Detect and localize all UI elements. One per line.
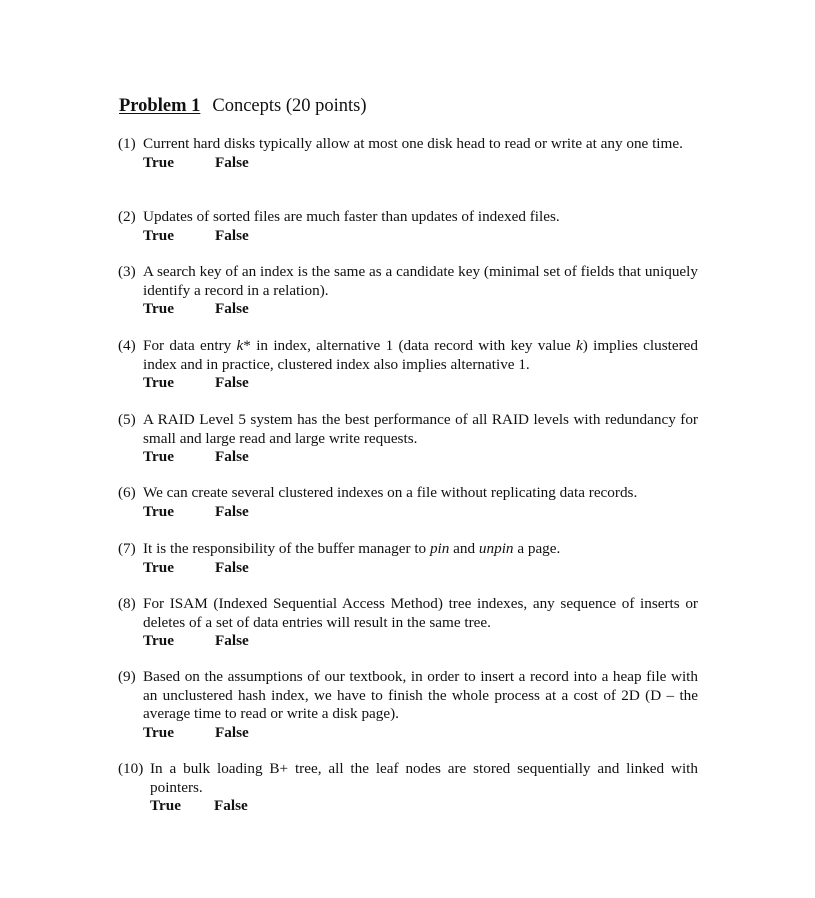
answer-choices bbox=[143, 448, 698, 467]
question-1 bbox=[118, 135, 698, 172]
question-number: (5) bbox=[118, 411, 136, 428]
answer-choices bbox=[143, 559, 698, 578]
question-text: In a bulk loading B+ tree, all the leaf nodes are stored sequentially and linked with pointers. bbox=[150, 760, 698, 796]
true-option[interactable]: True bbox=[143, 226, 174, 244]
question-text: Updates of sorted files are much faster than updates of indexed files. bbox=[143, 208, 560, 225]
question-10 bbox=[118, 760, 698, 816]
question-9 bbox=[118, 668, 698, 742]
false-option[interactable]: False bbox=[215, 300, 249, 317]
question-4 bbox=[118, 337, 698, 393]
question-text: Current hard disks typically allow at most one disk head to read or write at any one time. bbox=[143, 135, 683, 152]
false-option[interactable]: False bbox=[215, 226, 249, 244]
answer-choices bbox=[143, 503, 698, 522]
question-number: (4) bbox=[118, 337, 136, 354]
true-option[interactable]: True bbox=[143, 448, 174, 465]
question-number: (1) bbox=[118, 135, 136, 152]
question-6 bbox=[118, 484, 698, 521]
question-2 bbox=[118, 208, 698, 245]
false-option[interactable]: False bbox=[215, 374, 249, 391]
true-option[interactable]: True bbox=[143, 502, 174, 520]
answer-choices bbox=[143, 227, 698, 246]
question-text: We can create several clustered indexes on a file without replicating data records. bbox=[143, 484, 638, 501]
question-number: (9) bbox=[118, 668, 136, 685]
answer-choices bbox=[143, 300, 698, 319]
false-option[interactable]: False bbox=[215, 502, 249, 520]
answer-choices bbox=[150, 797, 698, 816]
answer-choices bbox=[143, 632, 698, 651]
question-number: (8) bbox=[118, 595, 136, 612]
false-option[interactable]: False bbox=[215, 448, 249, 465]
concepts-label: Concepts (20 points) bbox=[212, 96, 367, 116]
true-option[interactable]: True bbox=[143, 300, 174, 317]
false-option[interactable]: False bbox=[215, 153, 249, 171]
question-text: It is the responsibility of the buffer manager to pin and unpin a page. bbox=[143, 540, 561, 557]
question-number: (7) bbox=[118, 540, 136, 557]
problem-heading bbox=[119, 94, 367, 118]
true-option[interactable]: True bbox=[143, 632, 174, 649]
false-option[interactable]: False bbox=[215, 558, 249, 576]
question-number: (3) bbox=[118, 263, 136, 280]
true-option[interactable]: True bbox=[143, 558, 174, 576]
question-number: (2) bbox=[118, 208, 136, 225]
false-option[interactable]: False bbox=[215, 723, 249, 741]
true-option[interactable]: True bbox=[143, 153, 174, 171]
question-number: (10) bbox=[118, 760, 144, 777]
question-5 bbox=[118, 411, 698, 467]
question-3 bbox=[118, 263, 698, 319]
true-option[interactable]: True bbox=[143, 723, 174, 741]
question-number: (6) bbox=[118, 484, 136, 501]
true-option[interactable]: True bbox=[150, 797, 181, 814]
question-7 bbox=[118, 540, 698, 577]
question-text: A RAID Level 5 system has the best performance of all RAID levels with redundancy for small and large read and large write requests. bbox=[143, 411, 698, 447]
answer-choices bbox=[143, 374, 698, 393]
false-option[interactable]: False bbox=[214, 797, 248, 814]
question-text: A search key of an index is the same as a candidate key (minimal set of fields that uniquely identify a record in a relation). bbox=[143, 263, 698, 299]
true-option[interactable]: True bbox=[143, 374, 174, 391]
question-text: For data entry k* in index, alternative 1 (data record with key value k) implies clustered index and in practice, clustered index also implies alternative 1. bbox=[143, 337, 698, 373]
problem-label: Problem 1 bbox=[119, 96, 201, 116]
question-text: For ISAM (Indexed Sequential Access Method) tree indexes, any sequence of inserts or deletes of a set of data entries will result in the same tree. bbox=[143, 595, 698, 631]
false-option[interactable]: False bbox=[215, 632, 249, 649]
question-text: Based on the assumptions of our textbook, in order to insert a record into a heap file with an unclustered hash index, we have to finish the whole process at a cost of 2D (D – the average time to read or write a disk page). bbox=[143, 668, 698, 722]
answer-choices bbox=[143, 724, 698, 743]
question-8 bbox=[118, 595, 698, 651]
answer-choices bbox=[143, 154, 698, 173]
